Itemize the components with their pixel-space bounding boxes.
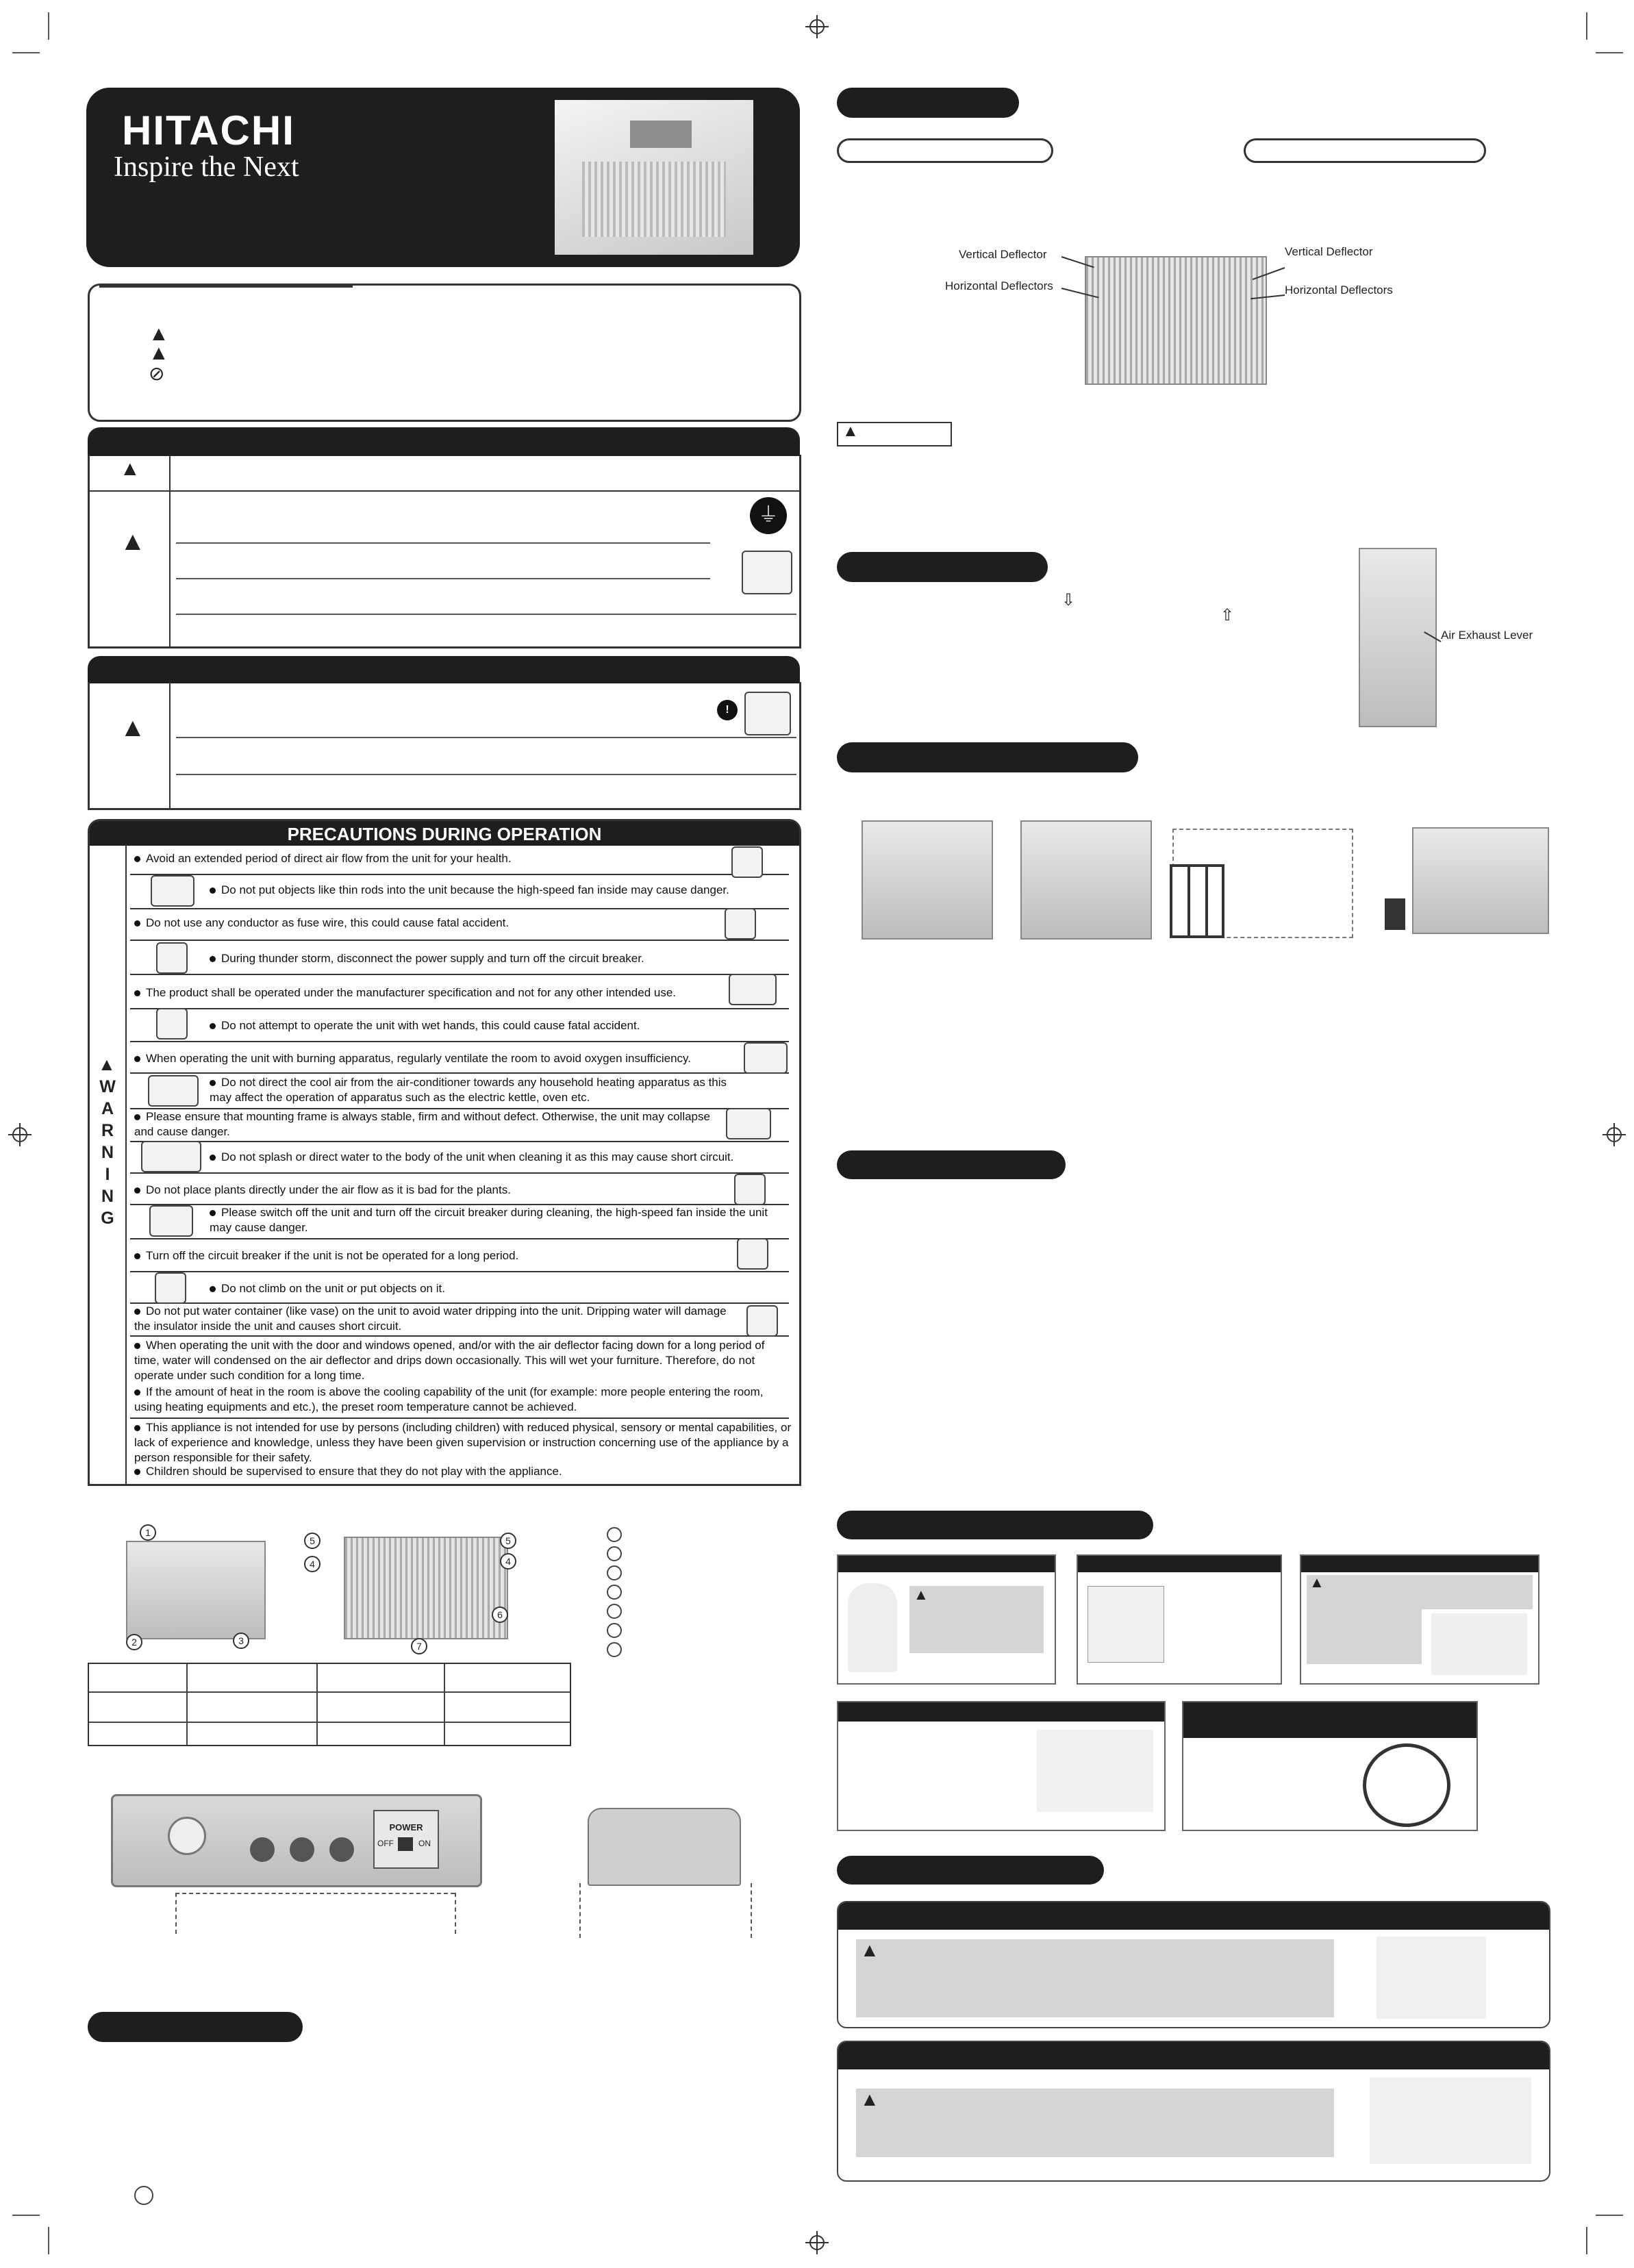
warning-icon: ▲ <box>860 1939 879 1961</box>
plant-prohibited-icon <box>734 1174 766 1205</box>
vertical-deflector-label-right: Vertical Deflector <box>1285 245 1373 258</box>
legend-marker <box>607 1565 622 1580</box>
ground-icon: ⏚ <box>750 497 787 534</box>
table-divider <box>89 1691 570 1693</box>
table-divider <box>316 1664 318 1745</box>
dial-icon <box>250 1837 275 1862</box>
heater-icon <box>148 1075 199 1107</box>
precaution-item <box>134 1109 716 1139</box>
breaker-icon <box>149 1205 193 1237</box>
wet-hands-prohibited-icon <box>156 1008 188 1040</box>
callout-line <box>175 1893 455 1894</box>
crop-mark <box>48 2227 49 2254</box>
precaution-item <box>134 1385 792 1415</box>
power-switch[interactable] <box>398 1837 413 1851</box>
frame-icon <box>726 1108 771 1139</box>
section-heading-bar <box>837 1856 1104 1885</box>
filter-cartridge-icon <box>1385 898 1405 930</box>
tip-card <box>837 1701 1166 1831</box>
precaution-text: Do not climb on the unit or put objects on it. <box>221 1282 445 1295</box>
precaution-text: This appliance is not intended for use by persons (including children) with reduced physical, sensory or mental capabilities, or lack of experience and knowledge, unless they have been given supervision or instruction concerning use of the appliance by a person responsible for their safety. <box>134 1421 792 1464</box>
warning-table-header <box>88 427 800 456</box>
manual-icon <box>729 974 777 1005</box>
unit-grille <box>582 162 726 237</box>
table-divider <box>186 1664 188 1745</box>
unit-perspective-illustration <box>126 1541 266 1639</box>
brand-tagline: Inspire the Next <box>114 151 299 183</box>
registration-mark <box>1602 1123 1626 1146</box>
warning-icon: ▲ <box>1309 1574 1324 1591</box>
vase-prohibited-icon <box>746 1305 778 1337</box>
legend-title-line <box>99 286 353 288</box>
precaution-item <box>134 1304 737 1334</box>
plug-icon <box>744 692 791 735</box>
bullet-icon <box>134 990 140 996</box>
dial-icon <box>290 1837 314 1862</box>
callout-line <box>751 1883 752 1938</box>
precaution-item <box>210 1018 867 1033</box>
text-line <box>176 578 710 579</box>
up-arrow-icon: ⇧ <box>1220 606 1235 625</box>
precaution-text: Avoid an extended period of direct air flow from the unit for your health. <box>146 852 512 865</box>
precaution-text: Do not direct the cool air from the air-conditioner towards any household heating apparatus as this may affect the operation of apparatus such as the electric kettle, oven etc. <box>210 1076 727 1104</box>
crop-mark <box>1586 2227 1587 2254</box>
crop-mark <box>12 52 40 53</box>
section-heading-bar <box>837 552 1048 582</box>
breaker-icon <box>156 942 188 974</box>
filter-step-4-illustration <box>1412 827 1549 934</box>
knob-icon <box>168 1817 206 1855</box>
crop-mark <box>48 12 49 40</box>
bullet-icon <box>210 1286 216 1292</box>
subheading-left <box>837 138 1053 163</box>
bullet-icon <box>134 1253 140 1259</box>
precaution-text: Do not use any conductor as fuse wire, this could cause fatal accident. <box>146 916 510 929</box>
power-label: POWER <box>389 1822 423 1832</box>
row-divider <box>130 1041 789 1042</box>
table-divider <box>444 1664 445 1745</box>
precaution-item <box>134 1183 792 1198</box>
header-banner <box>86 88 800 267</box>
airflow-icon <box>731 846 763 878</box>
precaution-item <box>210 1150 867 1165</box>
bullet-icon <box>134 1187 140 1194</box>
unit-front-deflector-illustration <box>1085 256 1267 385</box>
prohibited-icon: ⊘ <box>149 363 165 384</box>
section-heading-bar <box>837 88 1019 118</box>
text-line <box>176 774 796 775</box>
legend-marker <box>607 1604 622 1619</box>
bullet-icon <box>210 1155 216 1161</box>
table-divider <box>169 682 171 808</box>
part-number-badge: 2 <box>126 1634 142 1650</box>
row-divider <box>130 940 789 941</box>
warning-side-label: W A R N I N G <box>99 1077 116 1228</box>
precaution-text: Children should be supervised to ensure that they do not play with the appliance. <box>146 1465 562 1478</box>
table-divider <box>169 455 171 646</box>
precaution-item <box>134 1420 792 1465</box>
bullet-icon <box>134 1389 140 1396</box>
precaution-item <box>134 916 792 931</box>
row-divider <box>130 1008 789 1009</box>
precaution-text: When operating the unit with the door and windows opened, and/or with the air deflector facing down for a long period of time, water will condensed on the air deflector and drips down occasionally. This will wet your furniture. Therefore, do not operate under such condition for a long time. <box>134 1339 765 1382</box>
curtain-illustration <box>1431 1613 1527 1675</box>
part-number-badge: 4 <box>304 1556 320 1572</box>
precaution-item <box>210 883 867 898</box>
filter-step-1-illustration <box>862 820 993 940</box>
precaution-text: The product shall be operated under the manufacturer specification and not for any other intended use. <box>146 986 676 999</box>
notice-panel-header <box>838 2042 1549 2069</box>
vertical-deflector-label-left: Vertical Deflector <box>959 248 1047 261</box>
vacuum-illustration <box>1037 1730 1153 1812</box>
air-exhaust-lever-label: Air Exhaust Lever <box>1441 629 1533 642</box>
climb-prohibited-icon <box>155 1272 186 1304</box>
legend-marker <box>607 1585 622 1600</box>
row-divider <box>130 1238 789 1239</box>
section-heading-bar <box>837 742 1138 772</box>
part-number-badge: 5 <box>304 1533 320 1549</box>
precaution-item <box>134 985 792 1000</box>
bullet-icon <box>210 1210 216 1216</box>
horizontal-deflectors-label-right: Horizontal Deflectors <box>1285 284 1393 297</box>
kettle-illustration <box>1377 1937 1486 2019</box>
tip-card <box>1077 1554 1282 1685</box>
row-divider <box>130 1172 789 1174</box>
precaution-text: Do not place plants directly under the air flow as it is bad for the plants. <box>146 1183 511 1196</box>
part-number-badge: 3 <box>233 1633 249 1649</box>
precaution-item <box>210 1281 867 1296</box>
table-divider <box>90 490 799 492</box>
caution-label-box <box>837 422 952 446</box>
bullet-icon <box>134 1425 140 1431</box>
warning-icon: ▲ <box>120 457 140 480</box>
tip-card-header <box>838 1702 1164 1722</box>
precaution-item <box>134 1464 792 1479</box>
part-number-badge: 4 <box>500 1553 516 1570</box>
tip-card-header <box>838 1556 1055 1572</box>
row-divider <box>130 1072 789 1074</box>
rod-prohibited-icon <box>151 875 194 907</box>
warning-table <box>88 455 801 648</box>
bullet-icon <box>210 887 216 894</box>
unit-front-illustration <box>344 1537 508 1639</box>
precaution-text: If the amount of heat in the room is above the cooling capability of the unit (for example: more people entering the room, using heating equipments and etc.), the preset room temperature cannot be achieved. <box>134 1385 764 1413</box>
precaution-item <box>134 1338 792 1383</box>
part-number-badge: 1 <box>140 1524 156 1541</box>
warning-icon: ▲ <box>120 527 146 556</box>
section-heading-bar <box>837 1511 1153 1539</box>
horizontal-deflectors-label-left: Horizontal Deflectors <box>945 279 1053 292</box>
legend-marker <box>607 1623 622 1638</box>
tip-card-header <box>1078 1556 1281 1572</box>
text-line <box>176 737 796 738</box>
row-divider <box>130 1418 789 1419</box>
registration-mark <box>8 1123 32 1146</box>
callout-line <box>455 1893 456 1934</box>
row-divider <box>130 908 789 909</box>
bullet-icon <box>134 1343 140 1349</box>
filter-step-2-illustration <box>1020 820 1152 940</box>
callout-line <box>579 1883 581 1938</box>
tip-card-note <box>1307 1575 1533 1609</box>
crop-mark <box>12 2215 40 2216</box>
warning-icon: ▲ <box>98 1054 116 1074</box>
row-divider <box>130 874 789 875</box>
ventilation-icon <box>744 1042 788 1074</box>
filter-mesh-icon <box>1170 864 1224 938</box>
precaution-item <box>210 951 867 966</box>
lightning-illustration <box>1370 2078 1531 2164</box>
bullet-icon <box>210 1023 216 1029</box>
notice-panel-header <box>838 1902 1549 1930</box>
notice-text-area <box>856 2089 1334 2157</box>
part-number-badge: 6 <box>492 1606 508 1623</box>
precaution-text: When operating the unit with burning apparatus, regularly ventilate the room to avoid oxygen insufficiency. <box>146 1052 692 1065</box>
precaution-text: Turn off the circuit breaker if the unit is not be operated for a long period. <box>146 1249 519 1262</box>
person-illustration <box>848 1583 897 1672</box>
text-line <box>176 614 796 615</box>
precaution-text: Please switch off the unit and turn off the circuit breaker during cleaning, the high-speed fan inside the unit may cause danger. <box>210 1206 768 1234</box>
bullet-icon <box>134 1469 140 1475</box>
notice-text-area <box>856 1939 1334 2017</box>
breaker-icon <box>737 1238 768 1270</box>
text-line <box>176 542 710 544</box>
legend-marker <box>607 1546 622 1561</box>
specs-table <box>88 1663 571 1746</box>
side-divider <box>125 846 127 1484</box>
precaution-text: Please ensure that mounting frame is always stable, firm and without defect. Otherwise, the unit may collapse and cause danger. <box>134 1110 710 1138</box>
section-heading-bar <box>88 2012 303 2042</box>
precaution-item <box>210 1075 737 1105</box>
precaution-item <box>134 851 792 866</box>
registration-mark <box>805 2231 829 2254</box>
notice-panel <box>837 2041 1550 2182</box>
table-divider <box>89 1722 570 1723</box>
exclamation-icon: ! <box>717 700 738 720</box>
tip-card <box>837 1554 1056 1685</box>
bullet-icon <box>134 1114 140 1120</box>
sleeping-prohibited-icon <box>1363 1743 1450 1827</box>
caution-icon: ▲ <box>149 342 169 364</box>
precaution-item <box>134 1051 792 1066</box>
crop-mark <box>1596 2215 1623 2216</box>
side-view-illustration <box>1359 548 1437 727</box>
unit-top-vent <box>630 121 692 148</box>
section-heading-bar <box>837 1150 1066 1179</box>
power-switch-panel <box>373 1810 439 1869</box>
tip-card-header <box>1183 1702 1476 1738</box>
down-arrow-icon: ⇩ <box>1061 591 1076 609</box>
crop-mark <box>1586 12 1587 40</box>
product-photo <box>555 100 753 255</box>
caution-icon: ▲ <box>120 714 146 742</box>
bullet-icon <box>134 920 140 927</box>
on-label: ON <box>418 1839 431 1848</box>
water-prohibited-icon <box>141 1141 201 1172</box>
safety-legend-box <box>88 284 801 422</box>
precaution-text: Do not put water container (like vase) on the unit to avoid water dripping into the unit. Dripping water will damage the insulator inside the unit and causes short circuit. <box>134 1305 727 1333</box>
bullet-icon <box>134 1309 140 1315</box>
page-marker <box>134 2186 153 2205</box>
row-divider <box>130 974 789 975</box>
bullet-icon <box>210 1080 216 1086</box>
legend-marker <box>607 1527 622 1542</box>
row-divider <box>130 1271 789 1272</box>
warning-icon: ▲ <box>914 1586 929 1603</box>
precaution-text: Do not splash or direct water to the body of the unit when cleaning it as this may cause short circuit. <box>221 1150 734 1163</box>
crop-mark <box>1596 52 1623 53</box>
row-divider <box>130 1335 789 1337</box>
caution-table <box>88 682 801 810</box>
bullet-icon <box>134 856 140 862</box>
registration-mark <box>805 15 829 38</box>
notice-panel <box>837 1901 1550 2028</box>
bullet-icon <box>134 1056 140 1062</box>
row-divider <box>130 1141 789 1142</box>
precaution-item <box>134 1248 792 1263</box>
remote-display-illustration <box>588 1808 741 1886</box>
precaution-item <box>210 1205 785 1235</box>
precaution-text: Do not put objects like thin rods into the unit because the high-speed fan inside may cause danger. <box>221 883 729 896</box>
tip-card-note <box>909 1586 1044 1653</box>
tip-card <box>1182 1701 1478 1831</box>
tip-card <box>1300 1554 1539 1685</box>
tip-card-header <box>1301 1556 1538 1572</box>
precaution-text: During thunder storm, disconnect the power supply and turn off the circuit breaker. <box>221 952 644 965</box>
bullet-icon <box>210 956 216 962</box>
part-number-badge: 7 <box>411 1638 427 1654</box>
fuse-prohibited-icon <box>725 908 756 940</box>
callout-line <box>175 1893 177 1934</box>
control-panel-illustration <box>111 1794 482 1887</box>
window-illustration <box>1088 1586 1164 1663</box>
precautions-title: PRECAUTIONS DURING OPERATION <box>287 824 602 844</box>
breaker-icon <box>742 551 792 594</box>
part-number-badge: 5 <box>500 1533 516 1549</box>
precaution-text: Do not attempt to operate the unit with wet hands, this could cause fatal accident. <box>221 1019 640 1032</box>
warning-icon: ▲ <box>860 2089 879 2110</box>
caution-table-header <box>88 656 800 683</box>
warning-icon: ▲ <box>149 323 169 345</box>
legend-marker <box>607 1642 622 1657</box>
subheading-right <box>1244 138 1486 163</box>
caution-icon: ▲ <box>842 422 859 440</box>
off-label: OFF <box>377 1839 394 1848</box>
brand-logo: HITACHI <box>122 108 295 153</box>
dial-icon <box>329 1837 354 1862</box>
tip-card-note <box>1307 1609 1422 1664</box>
